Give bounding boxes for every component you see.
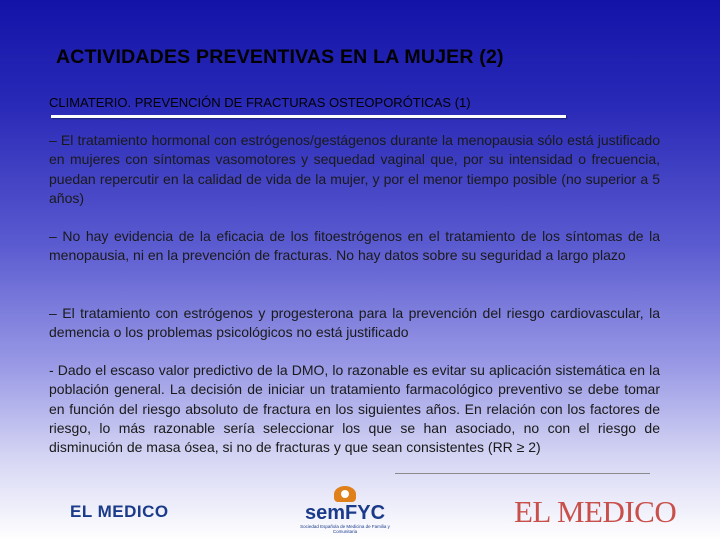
semfyc-logo (300, 486, 390, 534)
paragraph-dmo: - Dado el escaso valor predictivo de la DMO, lo razonable es evitar su aplicación sistemática en la población general. La decisión de iniciar un tratamiento farmacológico preventivo se debe tomar en función del riesgo absoluto de fractura en los siguientes años. En relación con los factores de riesgo, lo más razonable sería seleccionar los que se han asociado, no con el riesgo de disminución de masa ósea, si no de fracturas y que sean consistentes (RR ≥ 2) (49, 362, 660, 456)
semfyc-logo-subtext: Sociedad Española de Medicina de Familia y Comunitaria (300, 524, 390, 534)
subtitle-divider (51, 115, 566, 118)
el-medico-logo-left: EL MEDICO (70, 502, 169, 521)
semfyc-emblem-icon (334, 486, 356, 502)
paragraph-hormonal-treatment: – El tratamiento hormonal con estrógenos/gestágenos durante la menopausia sólo está justificado en mujeres con síntomas vasomotores y sequedad vaginal que, por su intensidad o frecuencia, puedan repercutir en la calidad de vida de la mujer, y por el menor tiempo posible (no superior a 5 años) (49, 132, 660, 206)
slide-title: ACTIVIDADES PREVENTIVAS EN LA MUJER (2) (56, 46, 504, 68)
paragraph-phytoestrogens: – No hay evidencia de la eficacia de los fitoestrógenos en el tratamiento de los síntomas de la menopausia, ni en la prevención de fracturas. No hay datos sobre su seguridad a largo plazo (49, 228, 660, 264)
semfyc-logo-text: semFYC (304, 502, 386, 524)
slide-subtitle: CLIMATERIO. PREVENCIÓN DE FRACTURAS OSTEOPORÓTICAS (1) (49, 95, 471, 110)
paragraph-cardiovascular: – El tratamiento con estrógenos y progesterona para la prevención del riesgo cardiovascular, la demencia o los problemas psicológicos no está justificado (49, 305, 660, 341)
text-underline-divider (395, 473, 650, 474)
el-medico-logo-right: EL MEDICO (514, 494, 677, 529)
